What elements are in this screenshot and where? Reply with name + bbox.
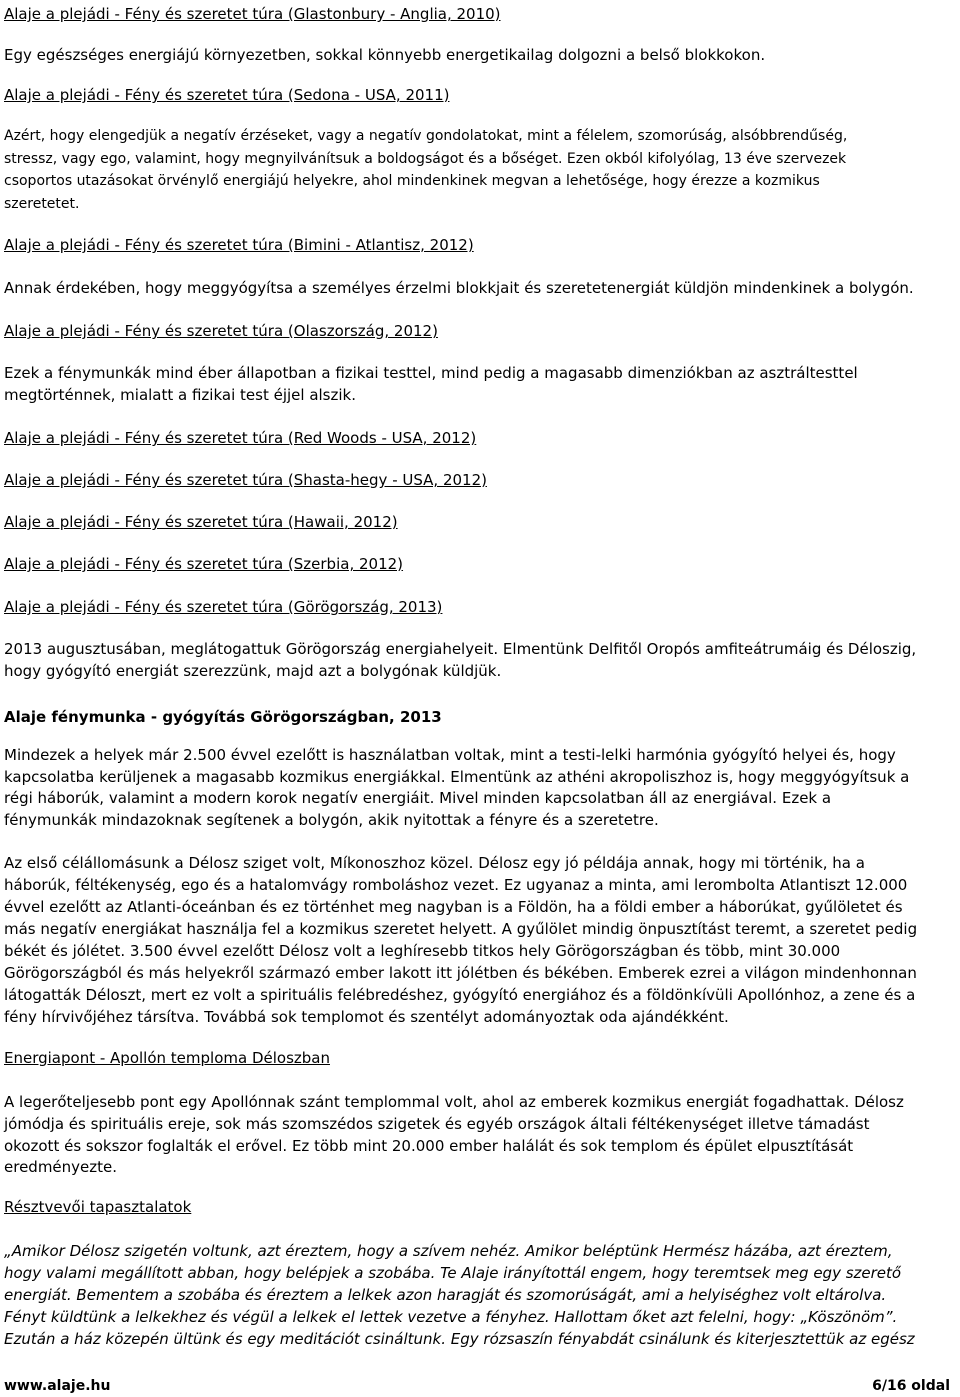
section-title: Alaje fénymunka - gyógyítás Görögországban, 2013: [4, 708, 442, 726]
paragraph-line: kapcsolatba kerüljenek a magasabb kozmikus energiákkal. Elmentünk az athéni akropoliszhoz is, hogy meggyógyítsuk a: [4, 767, 910, 786]
paragraph-line: hogy gyógyító energiát szerezzünk, majd azt a bolygónak küldjük.: [4, 662, 502, 680]
footer-website[interactable]: www.alaje.hu: [4, 1378, 111, 1394]
paragraph-line: régi háborúk, valamint a modern korok negatív energiáit. Mivel minden kapcsolatban áll az energiával. Ezek a: [4, 789, 832, 807]
paragraph-line: megtörténnek, mialatt a fizikai test éjjel alszik.: [4, 386, 356, 404]
paragraph-line: Görögországból és más helyekről származó ember lakott itt jólétben és békében. Emberek ezrei a világon mindenhonnan: [4, 964, 917, 982]
quote-line: „Amikor Délosz szigetén voltunk, azt éreztem, hogy a szívem nehéz. Amikor beléptünk Hermész házába, azt éreztem,: [4, 1242, 893, 1260]
paragraph-line: szeretetet.: [4, 195, 80, 212]
section-heading[interactable]: Energiapont - Apollón temploma Déloszban: [4, 1049, 330, 1067]
quote-line: hogy valami megállított abban, hogy belépjek a szobába. Te Alaje irányítottál engem, hogy teremtsek meg egy szerető: [4, 1264, 902, 1282]
section-heading[interactable]: Alaje a plejádi - Fény és szeretet túra (Bimini - Atlantisz, 2012): [4, 236, 474, 254]
paragraph-line: Azért, hogy elengedjük a negatív érzéseket, vagy a negatív gondolatokat, mint a félelem, szomorúság, alsóbbrendűség,: [4, 128, 848, 144]
section-heading[interactable]: Alaje a plejádi - Fény és szeretet túra (Shasta-hegy - USA, 2012): [4, 471, 487, 489]
paragraph-line: Mindezek a helyek már 2.500 évvel ezelőtt is használatban voltak, mint a testi-lelki harmónia gyógyító helyei és, hogy: [4, 746, 896, 764]
section-heading[interactable]: Alaje a plejádi - Fény és szeretet túra (Görögország, 2013): [4, 598, 443, 616]
paragraph-line: békét és jólétet. 3.500 évvel ezelőtt Délosz volt a leghíresebb titkos hely Görögországban és több, mint 30.000: [4, 942, 841, 960]
paragraph-line: más negatív energiákat használja fel a kozmikus szeretet helyett. A gyűlölet mindig önpusztítást teremt, a szeretet pedig: [4, 920, 918, 938]
quote-line: Fényt küldtünk a lelkekhez és végül a lelkek el lettek vezetve a fényhez. Hallottam őket azt felelni, hogy: „Köszönöm”.: [4, 1308, 898, 1326]
section-heading[interactable]: Alaje a plejádi - Fény és szeretet túra (Glastonbury - Anglia, 2010): [4, 5, 501, 23]
paragraph-line: A legerőteljesebb pont egy Apollónnak szánt templommal volt, ahol az emberek kozmikus energiát fogadhattak. Délosz: [4, 1093, 904, 1111]
paragraph-line: csoportos utazásokat örvénylő energiájú helyekre, ahol mindenkinek megvan a lehetősége, hogy érezze a kozmikus: [4, 173, 820, 189]
paragraph-line: okozott és sokszor foglalták el erővel. Ez több mint 20.000 ember halálát és sok templom és épület elpusztítását: [4, 1136, 854, 1155]
quote-line: Ezután a ház közepén ültünk és egy meditációt csináltunk. Egy rózsaszín fényabdát csinálunk és kiterjesztettük az egész: [4, 1330, 915, 1348]
paragraph-line: fénymunkák mindazoknak segítenek a bolygón, akik nyitottak a fényre és a szeretetre.: [4, 810, 659, 829]
paragraph-line: fény hírvivőjéhez társítva. Továbbá sok templomot és szentélyt adományoztak oda ajándékként.: [4, 1008, 729, 1026]
paragraph-line: Az első célállomásunk a Délosz sziget volt, Míkonoszhoz közel. Délosz egy jó példája annak, hogy mi történik, ha a: [4, 854, 865, 872]
paragraph-line: 2013 augusztusában, meglátogattuk Görögország energiahelyeit. Elmentünk Delfitől Oropós amfiteátrumáig és Déloszig,: [4, 640, 917, 658]
paragraph-line: jómódja és spirituális ereje, sok más szomszédos szigetek és egyéb országok általi féltékenységet illetve támadást: [4, 1114, 870, 1133]
quote-line: energiát. Bementem a szobába és éreztem a lelkek azon haragját és szomorúságát, ami a helyiséghez volt eltárolva.: [4, 1286, 887, 1304]
paragraph-line: stressz, vagy ego, valamint, hogy megnyilvánítsuk a boldogságot és a bőséget. Ezen okból kifolyólag, 13 éve szervezek: [4, 150, 847, 167]
paragraph-line: Egy egészséges energiájú környezetben, sokkal könnyebb energetikailag dolgozni a belső blokkokon.: [4, 46, 766, 64]
paragraph-line: Annak érdekében, hogy meggyógyítsa a személyes érzelmi blokkjait és szeretetenergiát küldjön mindenkinek a bolygón.: [4, 279, 914, 297]
section-heading[interactable]: Résztvevői tapasztalatok: [4, 1198, 192, 1216]
paragraph-line: Ezek a fénymunkák mind éber állapotban a fizikai testtel, mind pedig a magasabb dimenziókban az asztráltesttel: [4, 364, 858, 382]
section-heading[interactable]: Alaje a plejádi - Fény és szeretet túra (Sedona - USA, 2011): [4, 86, 450, 104]
paragraph-line: látogatták Déloszt, mert ez volt a spirituális felébredéshez, gyógyító energiához és a földönkívüli Apollónhoz, a zene és a: [4, 986, 916, 1004]
paragraph-line: eredményezte.: [4, 1158, 118, 1177]
paragraph-line: háborúk, féltékenység, ego és a hatalomvágy romboláshoz vezet. Ez ugyanaz a minta, ami lerombolta Atlantiszt 12.000: [4, 876, 908, 894]
section-heading[interactable]: Alaje a plejádi - Fény és szeretet túra (Red Woods - USA, 2012): [4, 429, 477, 447]
footer-page-number: 6/16 oldal: [872, 1378, 950, 1394]
paragraph-line: évvel ezelőtt az Atlanti-óceánban és ez történhet meg nagyban is a Földön, ha a földi ember a háborúkat, gyűlöletet és: [4, 898, 903, 916]
section-heading[interactable]: Alaje a plejádi - Fény és szeretet túra (Hawaii, 2012): [4, 513, 398, 531]
section-heading[interactable]: Alaje a plejádi - Fény és szeretet túra (Szerbia, 2012): [4, 555, 404, 573]
section-heading[interactable]: Alaje a plejádi - Fény és szeretet túra (Olaszország, 2012): [4, 322, 438, 340]
